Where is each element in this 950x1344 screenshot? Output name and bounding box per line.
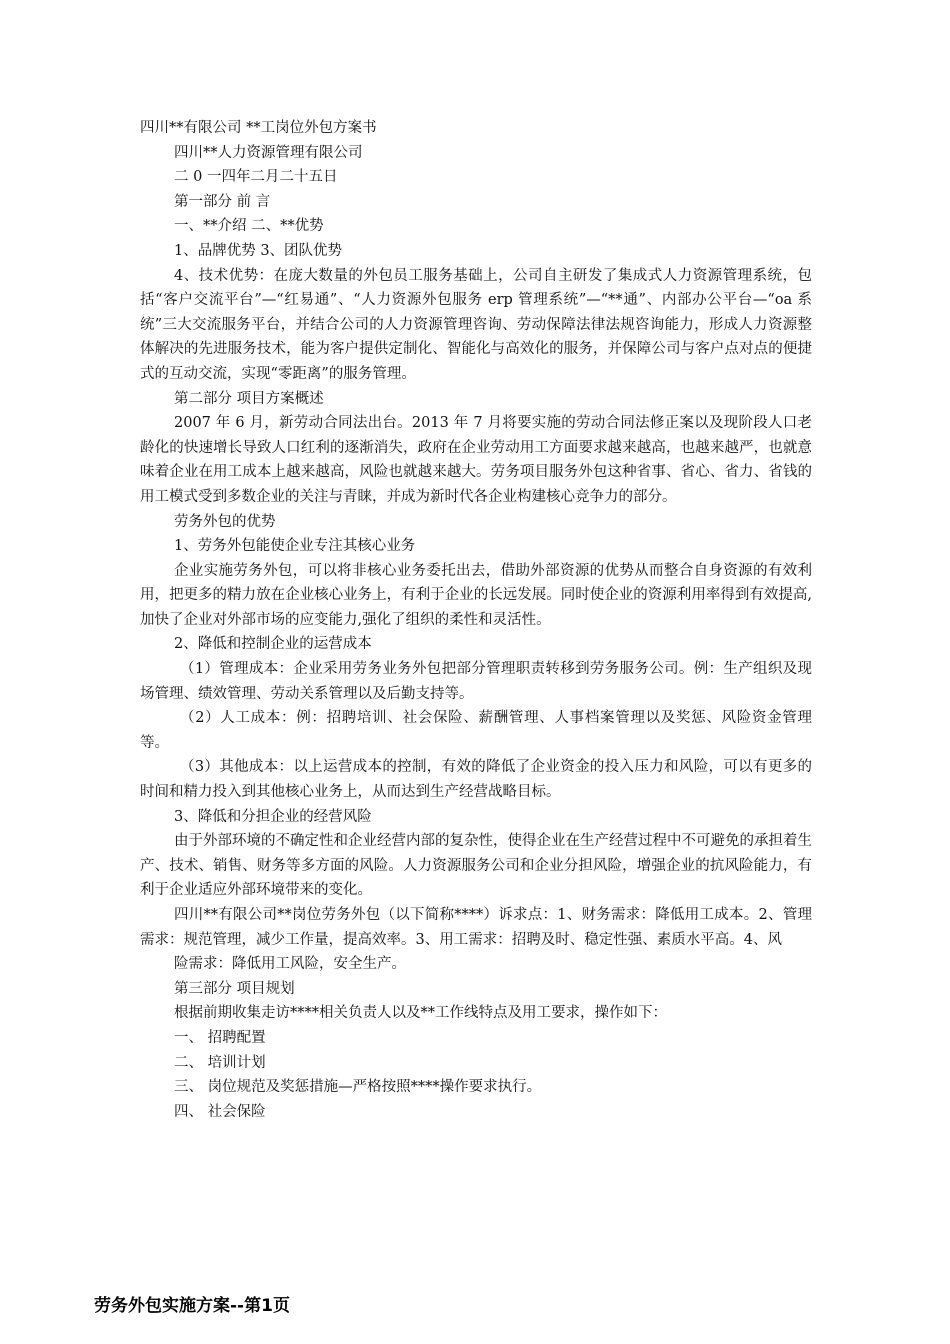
- plan-item: 四、 社会保险: [174, 1103, 266, 1120]
- part2-heading: 第二部分 项目方案概述: [174, 390, 324, 407]
- document-date: 二 0 一四年二月二十五日: [174, 169, 338, 186]
- plan-item: 一、 招聘配置: [174, 1029, 266, 1046]
- claims-paragraph: 四川**有限公司**岗位劳务外包（以下简称****）诉求点：1、财务需求：降低用工成本。2、管理需求：规范管理，减少工作量，提高效率。3、用工需求：招聘及时、稳定性强、素质水平高。4、风: [140, 907, 812, 948]
- adv2-heading: 2、降低和控制企业的运营成本: [174, 636, 372, 653]
- part3-intro: 根据前期收集走访****相关负责人以及**工作线特点及用工要求，操作如下：: [174, 1005, 667, 1022]
- part1-items: 1、品牌优势 3、团队优势: [174, 242, 343, 259]
- adv2-item-labor: （2）人工成本：例：招聘培训、社会保险、薪酬管理、人事档案管理以及奖惩、风险资金管理等。: [140, 710, 812, 751]
- claims-continued: 险需求：降低用工风险，安全生产。: [174, 956, 406, 973]
- plan-item: 三、 岗位规范及奖惩措施—严格按照****操作要求执行。: [174, 1079, 542, 1096]
- part3-heading: 第三部分 项目规划: [174, 980, 295, 997]
- part1-tech-paragraph: 4、技术优势：在庞大数量的外包员工服务基础上，公司自主研发了集成式人力资源管理系统，包括“客户交流平台”—“红易通”、“人力资源外包服务 erp 管理系统”—“**通”、内部办公平台—“oa 系统”三大交流服务平台，并结合公司的人力资源管理咨询、劳动保障法律法规咨询能力，形成人力资源整体解决的先进服务技术，能为客户提供定制化、智能化与高效化的服务，并保障公司与客户点对点的便捷式的互动交流，实现“零距离”的服务管理。: [140, 267, 812, 382]
- adv3-heading: 3、降低和分担企业的经营风险: [174, 808, 372, 825]
- plan-item: 二、 培训计划: [174, 1054, 266, 1071]
- adv2-item-other: （3）其他成本：以上运营成本的控制，有效的降低了企业资金的投入压力和风险，可以有更多的时间和精力投入到其他核心业务上，从而达到生产经营战略目标。: [140, 759, 812, 801]
- adv2-item-management: （1）管理成本：企业采用劳务业务外包把部分管理职责转移到劳务服务公司。例：生产组织及现场管理、绩效管理、劳动关系管理以及后勤支持等。: [140, 661, 812, 702]
- company-name: 四川**人力资源管理有限公司: [174, 144, 363, 161]
- page-footer: 劳务外包实施方案--第1页: [94, 1296, 290, 1316]
- adv1-paragraph: 企业实施劳务外包，可以将非核心业务委托出去，借助外部资源的优势从而整合自身资源的有效利用，把更多的精力放在企业核心业务上，有利于企业的长远发展。同时使企业的资源利用率得到有效提高,加快了企业对外部市场的应变能力,强化了组织的柔性和灵活性。: [140, 562, 812, 628]
- document-body: [140, 116, 812, 1124]
- document-title: 四川**有限公司 **工岗位外包方案书: [140, 120, 377, 136]
- part1-intro: 一、**介绍 二、**优势: [174, 218, 324, 235]
- part1-heading: 第一部分 前 言: [174, 193, 271, 210]
- adv1-heading: 1、劳务外包能使企业专注其核心业务: [174, 538, 416, 555]
- advantages-heading: 劳务外包的优势: [174, 513, 276, 530]
- part2-paragraph: 2007 年 6 月，新劳动合同法出台。2013 年 7 月将要实施的劳动合同法修正案以及现阶段人口老龄化的快速增长导致人口红利的逐渐消失，政府在企业劳动用工方面要求越来越高，也越来越严，也就意味着企业在用工成本上越来越高，风险也就越来越大。劳务项目服务外包这种省事、省心、省力、省钱的用工模式受到多数企业的关注与青睐，并成为新时代各企业构建核心竞争力的部分。: [140, 415, 812, 505]
- adv3-paragraph: 由于外部环境的不确定性和企业经营内部的复杂性，使得企业在生产经营过程中不可避免的承担着生产、技术、销售、财务等多方面的风险。人力资源服务公司和企业分担风险，增强企业的抗风险能力，有利于企业适应外部环境带来的变化。: [140, 833, 812, 899]
